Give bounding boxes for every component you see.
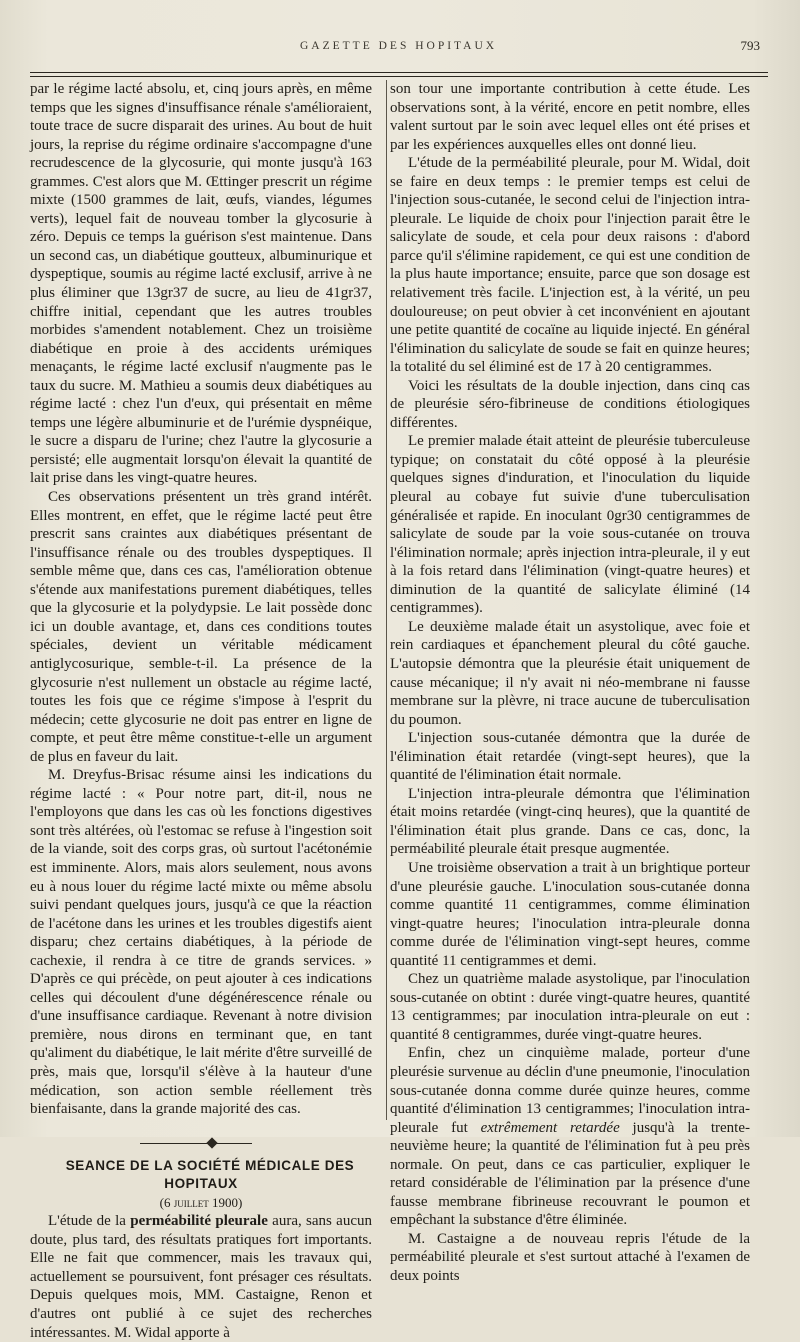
paragraph bbox=[30, 1212, 372, 1342]
page-number: 793 bbox=[740, 38, 760, 53]
paragraph: par le régime lacté absolu, et, cinq jours après, en même temps que les signes d'insuffisance rénale s'amélioraient, toute trace de sucre disparait des urines. Au bout de huit jours, la reprise du régime ordinaire s'accompagne d'une recrudescence de la glycosurie, qui monte jusqu'à 163 grammes. C'est alors que M. Œttinger prescrit un régime mixte (1500 grammes de lait, œufs, viandes, légumes verts), lequel fait de nouveau tomber la glycosurie à zéro. Depuis ce temps la guérison s'est maintenue. Dans un second cas, un diabétique goutteux, albuminurique et dyspeptique, soumis au régime lacté exclusif, arrive à ne plus éliminer que 13gr37 de sucre, au lieu de 41gr37, chiffre initial, cependant que les autres troubles morbides s'amendent notablement. Chez un troisième diabétique en proie à des accidents urémiques menaçants, le régime lacté exclusif n'augmente pas le taux du sucre. M. Mathieu a soumis deux diabétiques au régime lacté : chez l'un d'eux, qui présentait en même temps une légère albuminurie et de l'urémie dyspnéique, le sucre a disparu de l'urine; chez l'autre la glycosurie a persisté; elle augmentait lorsqu'on élevait la quantité de lait prise dans les vingt-quatre heures. bbox=[30, 81, 372, 487]
left-column bbox=[30, 80, 372, 1342]
right-column bbox=[390, 80, 750, 1286]
header-rule bbox=[30, 72, 768, 73]
section-divider bbox=[30, 1137, 372, 1151]
text-run: L'étude de la bbox=[48, 1213, 131, 1230]
paragraph: M. Dreyfus-Brisac résume ainsi les indications du régime lacté : « Pour notre part, dit-il, nous ne l'employons que dans les cas où les fonctions digestives sont très altérées, où l'estomac se refuse à l'ingestion soit de la viande, soit des corps gras, où surtout l'acétonémie est imminente. Alors, mais alors seulement, nous avons eu à nous louer du régime lacté mixte ou même absolu suivi pendant quelques jours, jusqu'à ce que la réaction de l'acétone dans les urines et les troubles digestifs aient disparu; chez certains diabétiques, à la période de cachexie, il rendra à ce titre de grands services. » D'après ce qui précède, on peut ajouter à ces indications celles qui découlent d'une dégénérescence rénale ou d'une insuffisance cardiaque. Revenant à notre division première, nous dirons en terminant que, en tant qu'aliment du diabétique, le lait mérite d'être surveillé de près, mais que, lorsqu'il s'élève à la hauteur d'une médication, son action semble réellement très bienfaisante, dans la grande majorité des cas. bbox=[30, 767, 372, 1118]
paragraph bbox=[390, 1044, 750, 1229]
column-divider bbox=[386, 80, 387, 1120]
paragraph: son tour une importante contribution à cette étude. Les observations sont, à la vérité, encore en petit nombre, elles valent surtout par le soin avec lequel elles ont été prises et par les expériences auxquelles elles ont donné lieu. bbox=[390, 81, 750, 153]
text-run: aura, sans aucun doute, plus tard, des résultats pratiques fort importants. Elle ne fait que commencer, mais les travaux qui, actuellement se poursuivent, font présager ces résultats. Depuis quelques mois, MM. Castaigne, Renon et d'autres ont publié à ce sujet des recherches intéressantes. M. Widal apporte à bbox=[30, 1213, 372, 1341]
running-title: GAZETTE DES HOPITAUX bbox=[300, 40, 498, 52]
section-date: (6 juillet 1900) bbox=[159, 1194, 243, 1210]
paragraph: Chez un quatrième malade asystolique, par l'inoculation sous-cutanée on obtint : durée vingt-quatre heures, quantité 13 centigrammes; par inoculation intra-pleurale on eut : quantité 8 centigrammes, durée vingt-quatre heures. bbox=[390, 971, 750, 1043]
paragraph: L'injection intra-pleurale démontra que l'élimination était moins retardée (vingt-cinq heures), que la quantité de l'élimination était plus grande. Dans ce cas, donc, la perméabilité pleurale était presque augmentée. bbox=[390, 785, 750, 858]
paragraph: Une troisième observation a trait à un brightique porteur d'une pleurésie gauche. L'inoculation sous-cutanée donna comme quantité 11 centigrammes, comme élimination vingt-quatre heures; l'inoculation intra-pleurale donna comme durée de l'élimination vingt-sept heures, comme quantité 11 centigrammes et demi. bbox=[390, 859, 750, 969]
section-title: SEANCE DE LA SOCIÉTÉ MÉDICALE DES HOPITAUX bbox=[65, 1157, 355, 1192]
paragraph: Voici les résultats de la double injection, dans cinq cas de pleurésie séro-fibrineuse de conditions étiologiques différentes. bbox=[390, 377, 750, 431]
keyword: perméabilité pleurale bbox=[130, 1213, 268, 1230]
text-run: Enfin, chez un cinquième malade, porteur d'une pleurésie survenue au déclin d'une pneumonie, l'inoculation sous-cutanée donna comme durée quinze heures, comme quantité d'élimination 13 centigrammes; l'inoculation intra-pleurale fut bbox=[390, 1045, 750, 1136]
divider-ornament-icon bbox=[206, 1137, 217, 1148]
paragraph: M. Castaigne a de nouveau repris l'étude de la perméabilité pleurale et s'est surtout attaché à l'examen de deux points bbox=[390, 1230, 750, 1284]
paragraph: L'étude de la perméabilité pleurale, pour M. Widal, doit se faire en deux temps : le premier temps est celui de l'injection sous-cutanée, le second celui de l'injection intra-pleurale. Le liquide de choix pour l'injection parait être le salicylate de soude, et cela pour deux raisons : d'abord parce qu'il s'élimine rapidement, ce qui est une condition de la plus haute importance; ensuite, parce que son dosage est relativement très facile. L'injection est, à la vérité, un peu douloureuse; on peut obvier à cet inconvénient en ajoutant une petite quantité de cocaïne au liquide injecté. En général l'élimination du salicylate de soude se fait en quinze heures; la totalité du sel éliminé est de 17 à 20 centigrammes. bbox=[390, 155, 750, 376]
header-rule-thin bbox=[30, 76, 768, 77]
emphasis: extrêmement retardée bbox=[480, 1119, 620, 1136]
paragraph: L'injection sous-cutanée démontra que la durée de l'élimination était retardée (vingt-sept heures), que la quantité de l'élimination était normale. bbox=[390, 730, 750, 784]
paragraph: Le deuxième malade était un asystolique, avec foie et rein cardiaques et épanchement pleural du côté gauche. L'autopsie démontra que la pleurésie était uniquement de cause mécanique; il n'y avait ni néo-membrane ni fausse membrane sur la plèvre, ni trace aucune de tuberculisation du poumon. bbox=[390, 618, 750, 728]
paragraph: Le premier malade était atteint de pleurésie tuberculeuse typique; on constatait du côté opposé à la pleurésie quelques signes d'induration, et l'inoculation du liquide pleural au cobaye fut suivie d'une tuberculisation généralisée et rapide. En inoculant 0gr30 centigrammes de salicylate de soude par la voie sous-cutanée on trouva l'élimination normale; après injection intra-pleurale, il y eut à la fois retard dans l'élimination (vingt-quatre heures) et diminution de la quantité de salicylate éliminé (14 centigrammes). bbox=[390, 433, 750, 617]
paragraph: Ces observations présentent un très grand intérêt. Elles montrent, en effet, que le régime lacté peut être prescrit sans craintes aux diabétiques présentant de l'insuffisance rénale ou des troubles dyspeptiques. Il semble même que, dans ces cas, l'amélioration obtenue s'étende aux manifestations purement diabétiques, telles que la glycosurie et la polydypsie. Le lait possède donc ici un double avantage, et, dans ces conditions toutes spéciales, devient un véritable médicament antiglycosurique, semble-t-il. La présence de la glycosurie n'est nullement un obstacle au régime lacté, toutes les fois que ce régime s'impose à l'esprit du médecin; cette glycosurie ne doit pas entrer en ligne de compte, et peut être même constitue-t-elle un argument de plus en faveur du lait. bbox=[30, 489, 372, 765]
text-run: jusqu'à la trente-neuvième heure; la quantité de l'élimination fut à peu près normale. On peut, dans ce cas particulier, expliquer le retard considérable de l'élimination par la présence d'une fausse membrane fibrineuse recouvrant le poumon et empêchant la substance d'être éliminée. bbox=[390, 1119, 750, 1229]
running-head bbox=[0, 40, 800, 60]
